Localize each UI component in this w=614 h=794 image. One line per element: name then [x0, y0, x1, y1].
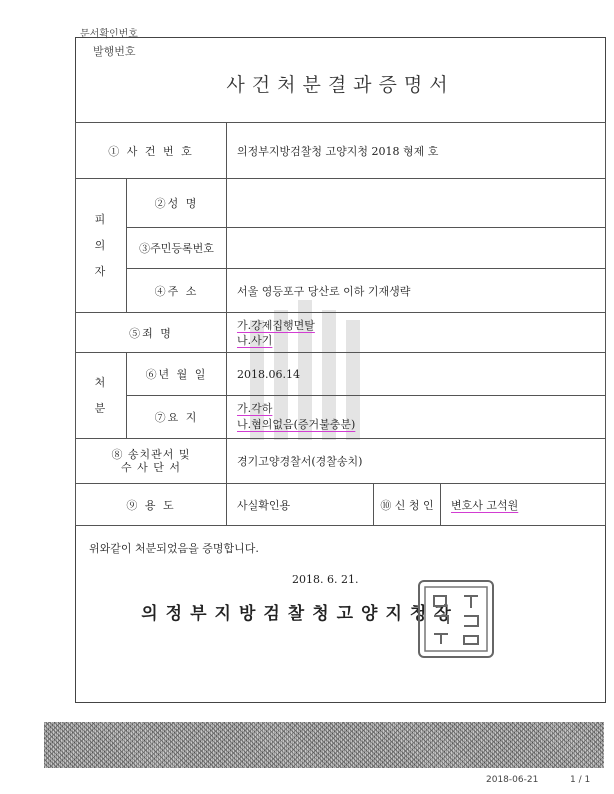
page-indicator: 1 / 1 [570, 775, 591, 785]
disposition-gist-value [227, 396, 606, 439]
row-disposition-date [76, 353, 606, 396]
row-sending-office [76, 439, 606, 484]
issue-number-label: 발행번호 [93, 45, 136, 58]
charge-value [227, 313, 606, 353]
name-value [227, 179, 606, 228]
name-label: ②성 명 [127, 179, 227, 228]
purpose-label: ⑨ 용 도 [76, 484, 227, 526]
sending-office-value: 경기고양경찰서(경찰송치) [227, 439, 606, 484]
gist-value-2: 나.혐의없음(증거불충분) [237, 418, 356, 431]
charge-value-2: 나.사기 [237, 333, 273, 347]
resident-number-value [227, 228, 606, 269]
doc-confirm-number-label: 문서확인번호 [80, 29, 138, 40]
case-number-label: ① 사 건 번 호 [76, 123, 227, 179]
charge-label: ⑤죄 명 [76, 313, 227, 353]
row-charge [76, 313, 606, 353]
official-seal-icon [418, 580, 494, 658]
scan-noise-strip [44, 722, 604, 768]
issue-date: 2018. 6. 21. [292, 573, 359, 586]
purpose-value: 사실확인용 [227, 484, 374, 526]
certificate-table [75, 122, 606, 526]
row-name [76, 179, 606, 228]
resident-number-label: ③주민등록번호 [127, 228, 227, 269]
sending-office-label-2: 수 사 단 서 [121, 461, 181, 474]
gist-value-1: 가.각하 [237, 402, 273, 415]
case-number-value: 의정부지방검찰청 고양지청 2018 형제 호 [227, 123, 606, 179]
issuer-name: 의정부지방검찰청고양지청장 [141, 604, 459, 624]
disposition-gist-label: ⑦요 지 [127, 396, 227, 439]
row-case-number [76, 123, 606, 179]
document-title: 사건처분결과증명서 [226, 74, 455, 96]
row-purpose-applicant [76, 484, 606, 526]
certify-text: 위와같이 처분되었음을 증명합니다. [89, 542, 259, 555]
charge-value-1: 가.강제집행면탈 [237, 318, 315, 332]
disposition-group-label: 처 분 [76, 353, 127, 439]
suspect-group-label: 피 의 자 [76, 179, 127, 313]
print-date: 2018-06-21 [486, 775, 539, 785]
applicant-name: 변호사 고석원 [451, 498, 519, 512]
address-value: 서울 영등포구 당산로 이하 기재생략 [227, 269, 606, 313]
row-resident-number [76, 228, 606, 269]
row-disposition-gist [76, 396, 606, 439]
sending-office-label [76, 439, 227, 484]
disposition-date-label: ⑥년 월 일 [127, 353, 227, 396]
address-label: ④주 소 [127, 269, 227, 313]
disposition-date-value: 2018.06.14 [227, 353, 606, 396]
applicant-value [441, 484, 606, 526]
row-address [76, 269, 606, 313]
applicant-label: ⑩ 신 청 인 [374, 484, 441, 526]
sending-office-label-1: ⑧ 송치관서 및 [111, 448, 191, 461]
